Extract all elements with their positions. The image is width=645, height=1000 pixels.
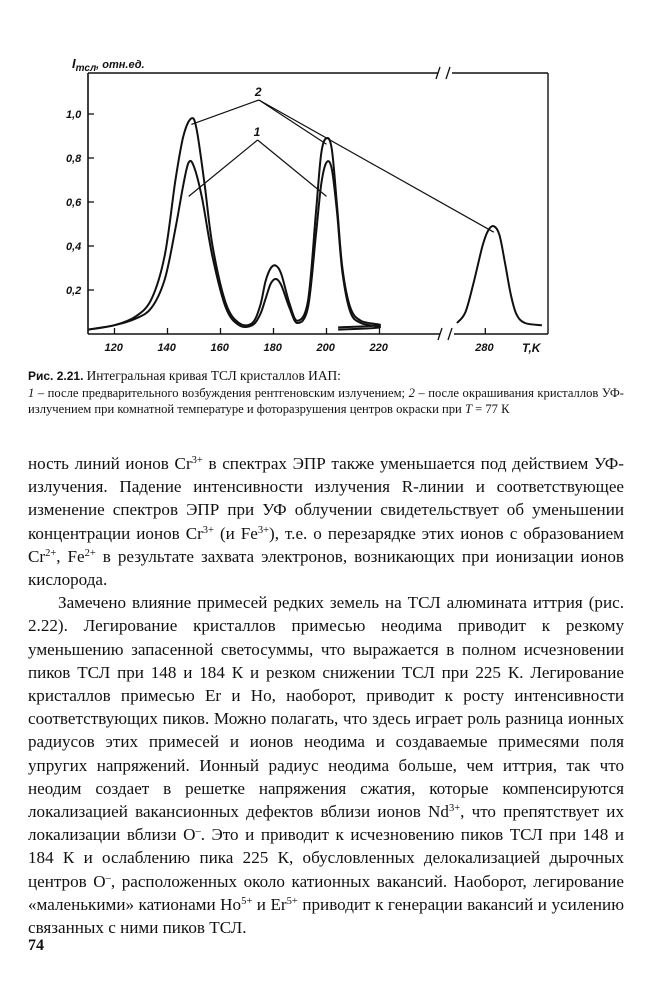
y-axis-title: $I_{тсл}^{, отн.ед.}$ bbox=[72, 56, 145, 74]
tsl-glow-curve-chart bbox=[0, 0, 645, 370]
body-text bbox=[28, 452, 624, 939]
x-tick-label: 220 bbox=[369, 342, 388, 354]
x-tick-label: 160 bbox=[210, 342, 229, 354]
x-ticks bbox=[105, 328, 495, 354]
label-leader-lines bbox=[189, 85, 494, 232]
series-label-1: 1 bbox=[253, 125, 261, 139]
figure-caption bbox=[28, 368, 624, 418]
x-tick-label: 140 bbox=[157, 342, 176, 354]
figure-number: Рис. 2.21. bbox=[28, 369, 84, 383]
series-2-curve-after-break bbox=[457, 226, 542, 325]
paragraph-1: ность линий ионов $Cr^{3+}$ в спектрах ЭПР также уменьшается под действием УФ-излучения. Падение интенсивности излучения R-линии и соответствующее изменение спектров ЭПР при УФ облучении свидетельствует об уменьшении концентрации ионов $Cr^{3+}$ (и $Fe^{3+}$), т.е. о перезарядке этих ионов с образованием $Cr^{2+}$, $Fe^{2+}$ в результате захвата электронов, возникающих при ионизации ионов кислорода. bbox=[28, 454, 625, 590]
page-number: 74 bbox=[28, 937, 44, 954]
x-tick-label: 280 bbox=[475, 342, 494, 354]
x-axis-title: T,K bbox=[522, 341, 541, 355]
y-ticks bbox=[66, 109, 94, 297]
figure-title: Интегральная кривая ТСЛ кристаллов ИАП: bbox=[86, 368, 341, 383]
y-tick-label: 1,0 bbox=[66, 109, 82, 121]
leader-line-2 bbox=[259, 100, 327, 144]
leader-line-1 bbox=[258, 140, 327, 196]
y-tick-label: 0,8 bbox=[66, 153, 82, 165]
paragraph-2: Замечено влияние примесей редких земель на ТСЛ алюмината иттрия (рис. 2.22). Легирование кристаллов примесью неодима приводит к резкому уменьшению запасенной светосуммы, что выражается в полном исчезновении пиков ТСЛ при 148 и 184 К и резком снижении ТСЛ при 225 К. Легирование кристаллов примесью Er и Ho, наоборот, приводит к росту интенсивности соответствующих пиков. Можно полагать, что здесь играет роль разница ионных радиусов этих примесей и ионов неодима и создаваемые примесями поля упругих напряжений. Ионный радиус неодима больше, чем иттрия, так что неодим создает в решетке напряжения сжатия, которые компенсируются локализацией вакансионных дефектов вблизи ионов $Nd^{3+}$, что препятствует их локализации вблизи O–. Это и приводит к исчезновению пиков ТСЛ при 148 и 184 К и ослаблению пика 225 К, обусловленных делокализацией дырочных центров O–, расположенных около катионных вакансий. Наоборот, легирование «маленькими» катионами $Ho^{5+}$ и $Er^{5+}$ приводит к генерации вакансий и усилению связанных с ними пиков ТСЛ. bbox=[28, 593, 624, 938]
x-tick-label: 180 bbox=[263, 342, 282, 354]
y-tick-label: 0,2 bbox=[66, 285, 82, 297]
series-2-curve bbox=[88, 118, 380, 330]
leader-line-2 bbox=[259, 100, 494, 232]
leader-line-2 bbox=[191, 100, 259, 124]
figure-description: 1 – после предварительного возбуждения рентгеновским излучением; 2 – после окрашивания кристаллов УФ-излучением при комнатной температуре и фоторазрушения центров окраски при T = 77 К bbox=[28, 385, 624, 417]
y-tick-label: 0,4 bbox=[66, 241, 82, 253]
y-tick-label: 0,6 bbox=[66, 197, 82, 209]
curves bbox=[88, 118, 542, 330]
series-label-2: 2 bbox=[254, 85, 262, 99]
x-tick-label: 200 bbox=[316, 342, 335, 354]
x-tick-label: 120 bbox=[104, 342, 123, 354]
